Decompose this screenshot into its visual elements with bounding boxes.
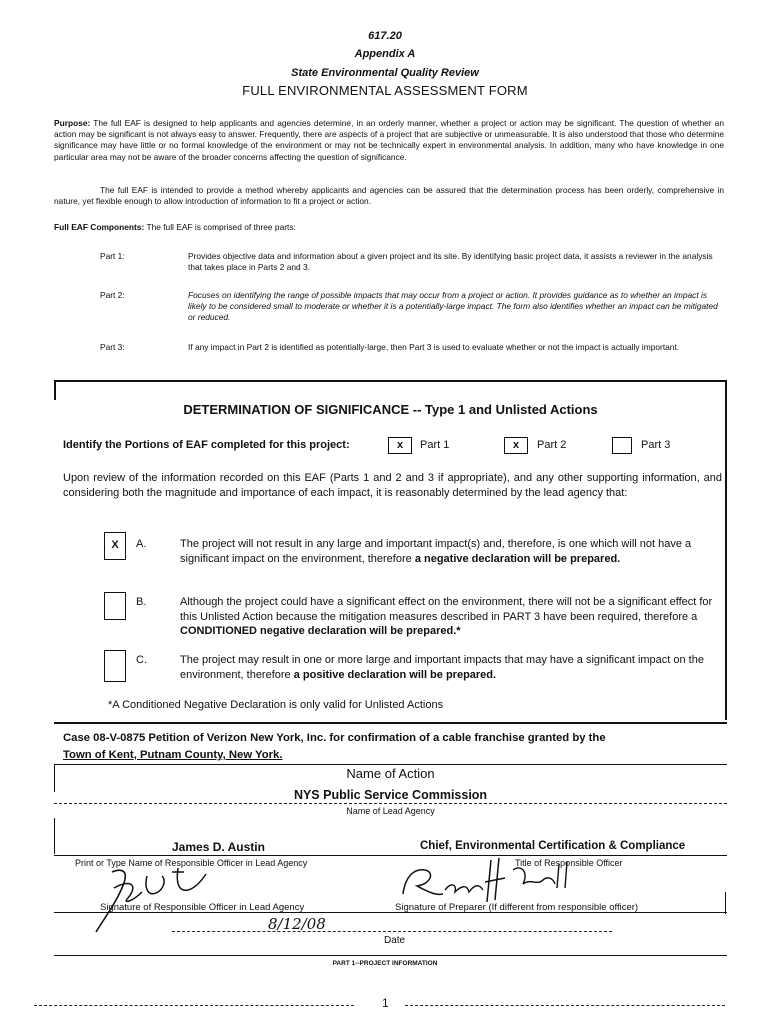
option-c-letter: C. <box>136 654 147 666</box>
name-of-action-label: Name of Action <box>346 766 435 781</box>
date-value: 8/12/08 <box>268 915 326 933</box>
option-b-text <box>180 595 725 639</box>
part2-checkbox[interactable]: x <box>504 437 528 454</box>
box-left-border <box>54 380 56 400</box>
appendix-label: Appendix A <box>354 48 416 60</box>
lead-agency-line <box>54 803 727 804</box>
components-line <box>54 222 724 233</box>
part3-label: Part 3: <box>100 342 125 352</box>
identify-label: Identify the Portions of EAF completed for this project: <box>63 439 350 451</box>
option-c-body: The project may result in one or more large and important impacts that may have a significant impact on the environment, therefore <box>180 654 704 681</box>
box-right-border <box>725 380 727 720</box>
box-top-border <box>54 380 727 382</box>
part2-checkbox-label: Part 2 <box>537 439 567 451</box>
purpose-text: The full EAF is designed to help applicants and agencies determine, in an orderly manner, whether a project or action may be significant. The question of whether an action may be significant is not always easy to answer. Frequently, there are aspects of a project that are subjective or unmeasurable. It is also understood that those who determine significance may have little or no formal knowledge of the environment or may not be technically expert in environmental analysis. In addition, many who have knowledge in one particular area may not be aware of the broader concerns affecting the question of significance. <box>54 118 724 162</box>
preparer-signature-label: Signature of Preparer (If different from responsible officer) <box>395 902 639 913</box>
lead-agency-name: NYS Public Service Commission <box>293 788 488 802</box>
option-b-bold: CONDITIONED negative declaration will be prepared.* <box>180 625 461 637</box>
officer-title: Chief, Environmental Certification & Compliance <box>420 840 686 852</box>
option-c-checkbox[interactable] <box>104 650 126 682</box>
determination-title: DETERMINATION OF SIGNIFICANCE -- Type 1 and Unlisted Actions <box>183 402 598 417</box>
part2-label: Part 2: <box>100 290 125 300</box>
date-line <box>172 931 612 932</box>
review-text: Upon review of the information recorded on this EAF (Parts 1 and 2 and 3 if appropriate), and any other supporting information, and considering both the magnitude and importance of each impact, it is reasonably determined by the lead agency that: <box>63 472 722 499</box>
print-name-label: Print or Type Name of Responsible Officer in Lead Agency <box>75 858 308 868</box>
preparer-signature <box>395 850 580 910</box>
purpose-label: Purpose: <box>54 118 91 128</box>
part3-checkbox[interactable] <box>612 437 632 454</box>
part-1-footer-label: PART 1--PROJECT INFORMATION <box>332 960 438 967</box>
officer-signature-label: Signature of Responsible Officer in Lead Agency <box>100 902 305 913</box>
components-intro: The full EAF is comprised of three parts: <box>146 222 296 232</box>
review-label: State Environmental Quality Review <box>291 67 479 79</box>
option-c-text <box>180 653 725 682</box>
case-line-1: Case 08-V-0875 Petition of Verizon New York, Inc. for confirmation of a cable franchise granted by the <box>63 732 606 744</box>
officer-name: James D. Austin <box>172 840 265 854</box>
option-a-text <box>180 537 725 566</box>
part1-checkbox-label: Part 1 <box>420 439 450 451</box>
signature-right-tick <box>725 892 726 914</box>
components-label: Full EAF Components: <box>54 222 145 232</box>
footer-rule <box>54 955 727 956</box>
officer-signature <box>92 858 222 938</box>
option-b-body: Although the project could have a significant effect on the environment, there will not be a significant effect for this Unlisted Action because the mitigation measures described in PART 3 have been required, therefore a <box>180 596 713 623</box>
officer-left-tick <box>54 818 55 854</box>
option-a-checkbox[interactable]: X <box>104 532 126 560</box>
section-number: 617.20 <box>368 30 402 42</box>
option-a-letter: A. <box>136 538 147 550</box>
option-b-checkbox[interactable] <box>104 592 126 620</box>
part2-text: Focuses on identifying the range of possible impacts that may occur from a project or action. It provides guidance as to whether an impact is likely to be considered small to moderate or whether it is a potentially-large impact. The form also identifies whether an impact can be mitigated or reduced. <box>188 290 718 323</box>
purpose-paragraph-2: The full EAF is intended to provide a method whereby applicants and agencies can be assured that the determination process has been orderly, comprehensive in nature, yet flexible enough to allow introduction of information to fit a project or action. <box>54 185 724 207</box>
option-b-letter: B. <box>136 596 147 608</box>
option-a-body: The project will not result in any large and important impact(s) and, therefore, is one which will not have a significant impact on the environment, therefore <box>180 538 692 565</box>
part1-label: Part 1: <box>100 251 125 261</box>
option-a-bold: a negative declaration will be prepared. <box>414 552 621 565</box>
option-c-bold: a positive declaration will be prepared. <box>293 668 497 681</box>
action-underline <box>54 764 727 765</box>
page-number: 1 <box>382 996 389 1010</box>
lead-agency-label: Name of Lead Agency <box>346 806 435 816</box>
page-dash-left <box>34 1005 354 1006</box>
form-title: FULL ENVIRONMENTAL ASSESSMENT FORM <box>242 83 528 98</box>
page-dash-right <box>405 1005 725 1006</box>
part3-text: If any impact in Part 2 is identified as potentially-large, then Part 3 is used to evaluate whether or not the impact is actually important. <box>188 342 680 352</box>
title-label: Title of Responsible Officer <box>515 858 623 868</box>
case-line-2: Town of Kent, Putnam County, New York. <box>63 749 283 761</box>
purpose-paragraph <box>54 118 724 163</box>
date-label: Date <box>384 935 406 946</box>
action-divider <box>54 722 727 724</box>
officer-line <box>54 855 727 856</box>
part1-text: Provides objective data and information about a given project and its site. By identifying basic project data, it assists a reviewer in the analysis that takes place in Parts 2 and 3. <box>188 251 713 273</box>
part1-checkbox[interactable]: x <box>388 437 412 454</box>
part3-checkbox-label: Part 3 <box>641 439 671 451</box>
conditioned-note: *A Conditioned Negative Declaration is only valid for Unlisted Actions <box>108 699 444 711</box>
